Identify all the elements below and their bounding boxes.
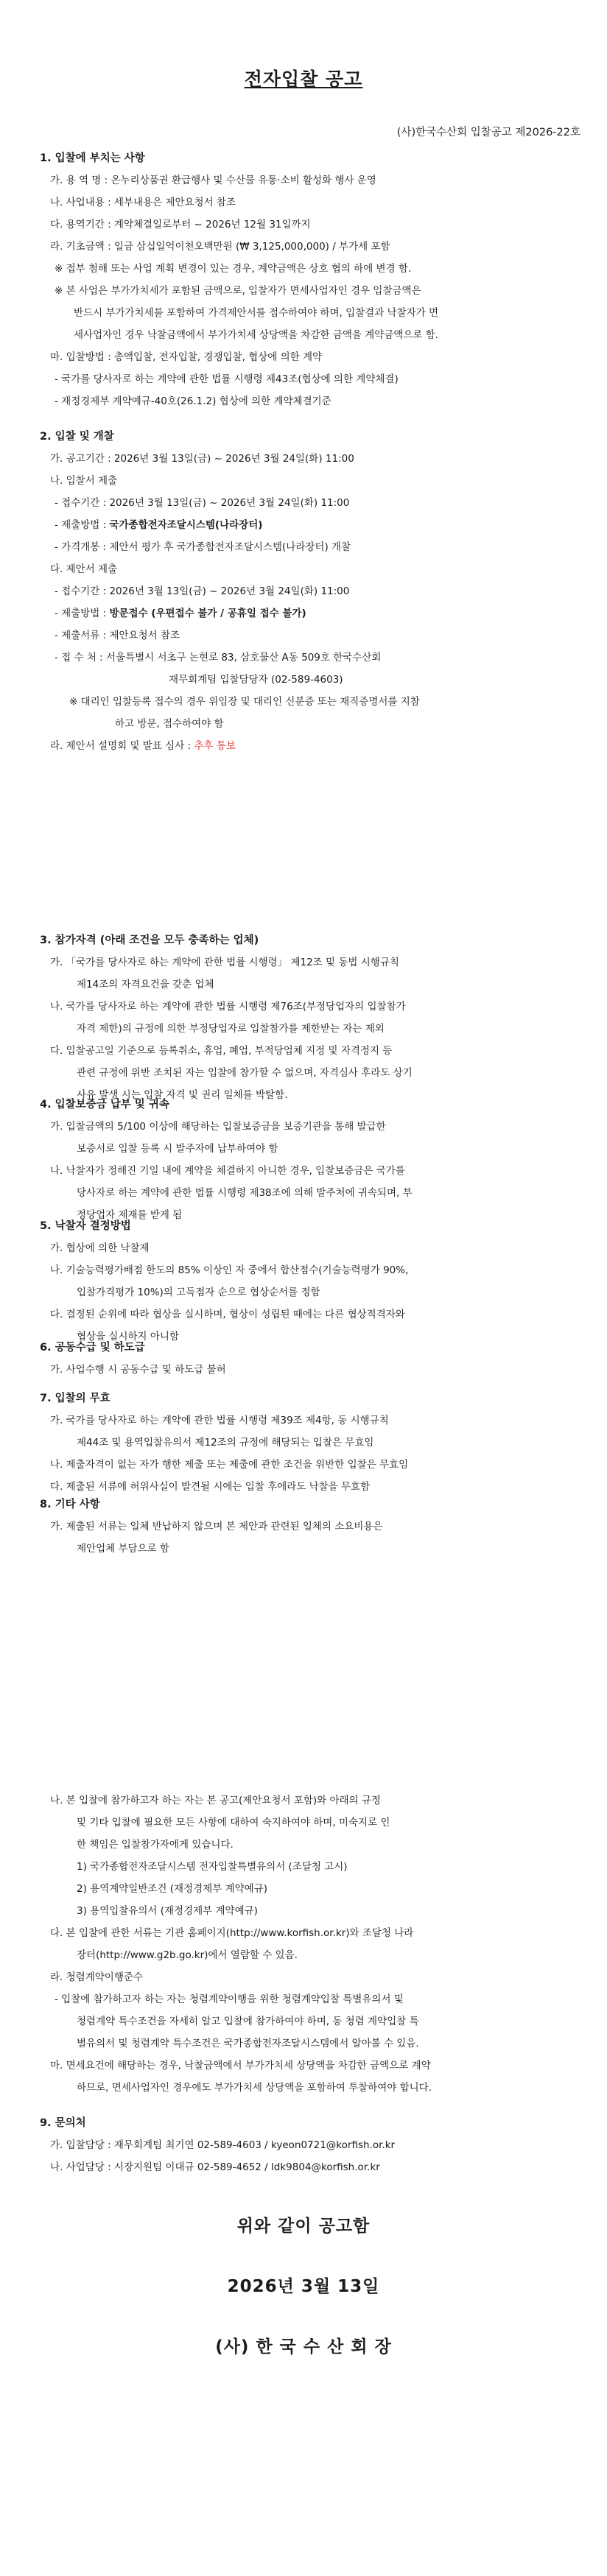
list-item: 나. 제출자격이 없는 자가 행한 제출 또는 제출에 관한 조건을 위반한 입찰은 무효임 [50,1459,409,1471]
field-value: 추후 통보 [194,740,236,752]
list-item: 하므로, 면세사업자인 경우에도 부가가치세 상당액을 포함하여 투찰하여야 합니다. [77,2082,432,2094]
document-number: (사)한국수산회 입찰공고 제2026-22호 [396,127,580,138]
section-heading: 3. 참가자격 (아래 조건을 모두 충족하는 업체) [40,935,259,946]
section-other-continued [40,1790,585,2099]
list-item: - 가격개봉 : 제안서 평가 후 국가종합전자조달시스템(나라장터) 개찰 [55,541,351,553]
list-item: 다. 본 입찰에 관한 서류는 기관 홈페이지(http://www.korfish.or.kr)와 조달청 나라 [50,1927,414,1939]
section-heading: 2. 입찰 및 개찰 [40,431,114,443]
field-value: 국가종합전자조달시스템(나라장터) [109,519,263,531]
list-item: - 입찰에 참가하고자 하는 자는 청렴계약이행을 위한 청렴계약입찰 특별유의서 및 [55,1993,404,2005]
field-label: - 제출방법 : [55,519,110,531]
list-item: 관련 규정에 위반 조치된 자는 입찰에 참가할 수 없으며, 자격심사 후라도 상기 [77,1067,413,1079]
list-item: 2) 용역계약일반조건 (재정경제부 계약예규) [77,1883,267,1895]
list-item: 가. 「국가를 당사자로 하는 계약에 관한 법률 시행령」 제12조 및 동법 시행규칙 [50,957,399,968]
list-item: - 제출서류 : 제안요청서 참조 [55,630,180,641]
list-item: 보증서로 입찰 등록 시 발주자에 납부하여야 함 [77,1143,278,1155]
issuer-signature: (사) 한 국 수 산 회 장 [215,2337,392,2357]
section-eligibility [40,929,585,1106]
list-item: 가. 국가를 당사자로 하는 계약에 관한 법률 시행령 제39조 제4항, 동 시행규칙 [50,1415,389,1426]
list-item: 다. 입찰공고일 기준으로 등록취소, 휴업, 폐업, 부적당업체 지정 및 자격정지 등 [50,1045,393,1057]
list-item: 라. 청렴계약이행준수 [50,1971,143,1983]
list-item: 제14조의 자격요건을 갖춘 업체 [77,979,214,990]
list-item: 나. 국가를 당사자로 하는 계약에 관한 법률 시행령 제76조(부정당업자의 입찰참가 [50,1001,406,1013]
list-item: 다. 제출된 서류에 허위사실이 발견될 시에는 입찰 후에라도 낙찰을 무효함 [50,1481,371,1493]
note-text: ※ 본 사업은 부가가치세가 포함된 금액으로, 입찰자가 면세사업자인 경우 입찰금액은 [55,285,421,297]
list-item: - 접수기간 : 2026년 3월 13일(금) ~ 2026년 3월 24일(화) 11:00 [55,497,350,509]
list-item: 가. 입찰금액의 5/100 이상에 해당하는 입찰보증금을 보증기관을 통해 발급한 [50,1121,386,1133]
field-label: 라. 제안서 설명회 및 발표 심사 : [50,740,194,752]
contact-project-manager: 나. 사업담당 : 시장지원팀 이대규 02-589-4652 / ldk9804@korfish.or.kr [50,2161,380,2173]
section-bid-bond [40,1094,585,1226]
document-title: 전자입찰 공고 [244,68,363,90]
notice-period: 가. 공고기간 : 2026년 3월 13일(금) ~ 2026년 3월 24일(화) 11:00 [50,453,354,465]
section-bid-invalid [40,1387,585,1498]
note-text: ※ 대리인 입찰등록 접수의 경우 위임장 및 대리인 신분증 또는 재직증명서를 지참 [69,696,420,708]
section-other [40,1493,585,1560]
note-text: 반드시 부가가치세를 포함하여 가격제안서를 접수하여야 하며, 입찰결과 낙찰자가 면 [74,307,439,319]
section-contact [40,2112,585,2178]
list-item: 재무회계팀 입찰담당자 (02-589-4603) [169,674,343,686]
list-item: 3) 용역입찰유의서 (재정경제부 계약예규) [77,1905,258,1917]
list-item: 한 책임은 입찰참가자에게 있습니다. [77,1839,234,1851]
list-item: 장터(http://www.g2b.go.kr)에서 열람할 수 있음. [77,1949,298,1961]
note-text: 하고 방문, 접수하여야 함 [115,718,224,730]
list-item: 마. 면세요건에 해당하는 경우, 낙찰금액에서 부가가치세 상당액을 차감한 금액으로 계약 [50,2060,431,2072]
list-item [40,514,585,536]
list-item: 다. 제안서 제출 [50,563,118,575]
list-item: 및 기타 입찰에 필요한 모든 사항에 대하여 숙지하여야 하며, 미숙지로 인 [77,1817,390,1829]
announcement-date: 2026년 3월 13일 [227,2277,380,2296]
list-item: 다. 결정된 순위에 따라 협상을 실시하며, 협상이 성립된 때에는 다른 협상적격자와 [50,1309,405,1320]
list-item: 나. 본 입찰에 참가하고자 하는 자는 본 공고(제안요청서 포함)와 아래의 규정 [50,1795,381,1806]
list-item: 입찰가격평가 10%)의 고득점자 순으로 협상순서를 정함 [77,1287,320,1298]
list-item: 당사자로 하는 계약에 관한 법률 시행령 제38조에 의해 발주처에 귀속되며, 부 [77,1187,413,1199]
section-bid-items [40,147,585,412]
list-item: 나. 기술능력평가배점 한도의 85% 이상인 자 중에서 합산점수(기술능력평가 90%, [50,1264,409,1276]
base-amount: 라. 기초금액 : 일금 삼십일억이천오백만원 (₩ 3,125,000,000) / 부가세 포함 [50,241,390,253]
field-value: 방문접수 (우편접수 불가 / 공휴일 접수 불가) [109,608,306,619]
contact-bid-manager: 가. 입찰담당 : 재무회계팀 최기연 02-589-4603 / kyeon0721@korfish.or.kr [50,2139,396,2151]
list-item: - 접 수 처 : 서울특별시 서초구 논현로 83, 삼호물산 A동 509호 한국수산회 [55,652,382,664]
section-bid-opening [40,426,585,757]
business-content: 나. 사업내용 : 세부내용은 제안요청서 참조 [50,197,236,208]
list-item: 나. 입찰서 제출 [50,475,118,487]
list-item: 자격 제한)의 규정에 의한 부정당업자로 입찰참가를 제한받는 자는 제외 [77,1023,385,1035]
section-heading: 6. 공동수급 및 하도급 [40,1342,145,1354]
list-item: 가. 제출된 서류는 일체 반납하지 않으며 본 제안과 관련된 일체의 소요비용은 [50,1521,383,1532]
list-item: 가. 사업수행 시 공동수급 및 하도급 불허 [50,1364,226,1376]
list-item: 제안업체 부담으로 함 [77,1543,169,1555]
section-heading: 1. 입찰에 부치는 사항 [40,152,145,164]
section-heading: 9. 문의처 [40,2117,86,2129]
list-item [40,735,585,757]
list-item: 청렴계약 특수조건을 자세히 알고 입찰에 참가하여야 하며, 동 청렴 계약입찰 특 [77,2016,419,2027]
list-item: - 국가를 당사자로 하는 계약에 관한 법률 시행령 제43조(협상에 의한 계약체결) [55,373,399,385]
list-item: 정당업자 제재를 받게 됨 [77,1209,183,1221]
list-item: - 접수기간 : 2026년 3월 13일(금) ~ 2026년 3월 24일(화) 11:00 [55,585,350,597]
section-heading: 4. 입찰보증금 납부 및 귀속 [40,1099,169,1111]
list-item: 나. 낙찰자가 정해진 기일 내에 계약을 체결하지 아니한 경우, 입찰보증금은 국가를 [50,1165,405,1177]
note-text: 세사업자인 경우 낙찰금액에서 부가가치세 상당액을 차감한 금액을 계약금액으로 함. [74,329,439,341]
list-item: - 재정경제부 계약예규-40호(26.1.2) 협상에 의한 계약체결기준 [55,395,331,407]
closing-statement: 위와 같이 공고함 [236,2217,371,2236]
section-award-method [40,1215,585,1348]
section-heading: 7. 입찰의 무효 [40,1393,110,1404]
list-item: 사유 발생 시는 입찰 자격 및 권리 일체를 박탈함. [77,1089,288,1101]
list-item [40,602,585,624]
service-name: 가. 용 역 명 : 온누리상품권 환급행사 및 수산물 유통·소비 활성화 행사 운영 [50,175,376,186]
list-item: 가. 협상에 의한 낙찰제 [50,1242,150,1254]
list-item: 협상을 실시하지 아니함 [77,1331,179,1342]
note-text: ※ 접부 첨해 또는 사업 계획 변경이 있는 경우, 계약금액은 상호 협의 하에 변경 함. [55,263,412,275]
list-item: 제44조 및 용역입찰유의서 제12조의 규정에 해당되는 입찰은 무효임 [77,1437,374,1449]
bid-method: 마. 입찰방법 : 총액입찰, 전자입찰, 경쟁입찰, 협상에 의한 계약 [50,351,323,363]
section-joint-supply [40,1337,585,1381]
service-period: 다. 용역기간 : 계약체결일로부터 ~ 2026년 12월 31일까지 [50,219,311,230]
section-heading: 5. 낙찰자 결정방법 [40,1220,131,1232]
list-item: 별유의서 및 청렴계약 특수조건은 국가종합전자조달시스템에서 알아볼 수 있음. [77,2038,419,2049]
section-heading: 8. 기타 사항 [40,1499,100,1510]
list-item: 1) 국가종합전자조달시스템 전자입찰특별유의서 (조달청 고시) [77,1861,348,1873]
field-label: - 제출방법 : [55,608,110,619]
